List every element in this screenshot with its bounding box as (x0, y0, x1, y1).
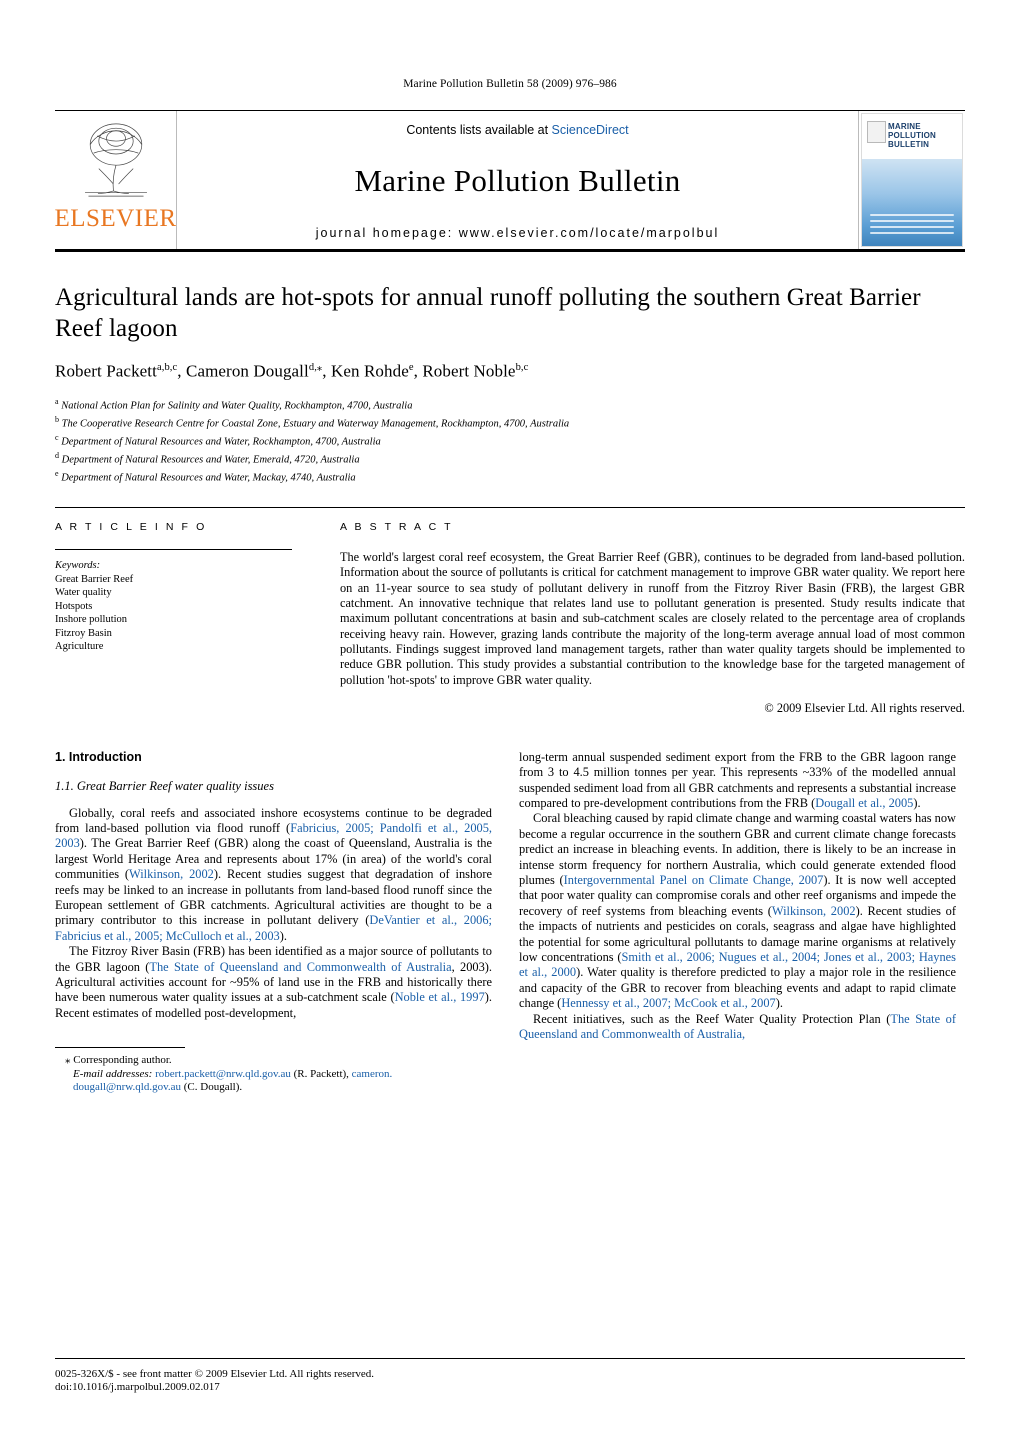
elsevier-wordmark: ELSEVIER (54, 205, 177, 232)
citation-link[interactable]: Wilkinson, 2002 (129, 867, 214, 882)
keyword-item: Agriculture (55, 641, 104, 653)
email-owner-2: (C. Dougall). (183, 1081, 243, 1094)
journal-title: Marine Pollution Bulletin (354, 163, 681, 198)
body-paragraph: long-term annual suspended sediment export from the FRB to the GBR lagoon range from 3 to 4.5 million tonnes per year. This represents ~33% of the modelled annual suspended sediment load from all GBR catchments and represents a substantial increase compared to pre-development contributions from the FRB (Dougall et al., 2005). (519, 749, 956, 811)
abstract-column (340, 521, 965, 716)
copyright-line: © 2009 Elsevier Ltd. All rights reserved. (764, 700, 965, 715)
keywords-label: Keywords: (55, 560, 101, 572)
affiliation-item (55, 467, 965, 485)
email-owner-1: (R. Packett), (293, 1067, 349, 1080)
affiliation-label: e (55, 469, 59, 479)
citation-link[interactable]: Noble et al., 1997 (394, 990, 485, 1005)
author-affil-marks: a,b,c (156, 362, 178, 373)
author-affil-marks: b,c (515, 362, 529, 373)
subsection-heading: 1.1. Great Barrier Reef water quality issues (55, 779, 274, 794)
citation-link[interactable]: DeVantier et al., 2006; Fabricius et al., 2005; McCulloch et al., 2003 (55, 913, 492, 943)
affiliation-item (55, 413, 965, 431)
affiliation-item (55, 395, 965, 413)
affiliation-item (55, 431, 965, 449)
footnote-divider (55, 1047, 185, 1048)
keyword-divider (55, 549, 292, 550)
journal-reference: Marine Pollution Bulletin 58 (2009) 976–986 (403, 78, 617, 90)
citation-link[interactable]: The State of Queensland and Commonwealth of Australia (149, 959, 452, 974)
email-link-2-part2[interactable]: dougall@nrw.qld.gov.au (73, 1081, 181, 1094)
left-column (55, 750, 492, 1095)
section-heading: 1. Introduction (55, 749, 142, 764)
author-affil-marks: e (408, 362, 414, 373)
page-footer (55, 1368, 374, 1395)
cover-image (861, 113, 963, 247)
author-list: Robert Packett$^{a,b,c}$, Cameron Dougall$^{d,⁎}$, Ken Rohde$^e$, Robert Noble$^{b,c}$ (55, 361, 529, 381)
affiliation-item (55, 449, 965, 467)
article-info-heading: A R T I C L E I N F O (55, 521, 207, 534)
author-name: Robert Packett (55, 361, 157, 381)
email-link-2-part1[interactable]: cameron. (351, 1067, 393, 1080)
footnote-area (55, 1040, 492, 1095)
keyword-item: Fitzroy Basin (55, 627, 112, 639)
citation-link[interactable]: Dougall et al., 2005 (815, 796, 914, 811)
email-note (55, 1068, 492, 1095)
keyword-item: Water quality (55, 587, 112, 599)
right-column (519, 750, 956, 1095)
abstract-heading: A B S T R A C T (340, 521, 454, 534)
author-affil-marks: d,⁎ (308, 362, 323, 373)
asterisk-icon: ⁎ (65, 1054, 71, 1067)
affiliation-list (55, 395, 965, 485)
footer-doi-line: doi:10.1016/j.marpolbul.2009.02.017 (55, 1381, 220, 1394)
citation-link[interactable]: The State of Queensland and Commonwealth of Australia, (519, 1011, 957, 1042)
info-abstract-block (55, 507, 965, 716)
affiliation-text: The Cooperative Research Centre for Coastal Zone, Estuary and Waterway Management, Rockhampton, 4700, Australia (61, 418, 570, 430)
publisher-logo-block (55, 111, 177, 249)
citation-link[interactable]: Wilkinson, 2002 (771, 903, 856, 918)
keyword-list (55, 559, 322, 654)
footer-issn-line: 0025-326X/$ - see front matter © 2009 Elsevier Ltd. All rights reserved. (55, 1367, 375, 1380)
title-area (55, 282, 965, 485)
affiliation-text: Department of Natural Resources and Water, Mackay, 4740, Australia (61, 472, 356, 484)
email-label: E-mail addresses: (73, 1067, 153, 1080)
citation-link[interactable]: Fabricius, 2005; Pandolfi et al., 2005, 2003 (55, 821, 493, 851)
author-name: Robert Noble (422, 361, 516, 381)
cover-waves-decoration (870, 214, 954, 236)
journal-homepage[interactable]: journal homepage: www.elsevier.com/locate/marpolbul (315, 226, 720, 240)
affiliation-text: Department of Natural Resources and Water, Rockhampton, 4700, Australia (61, 436, 381, 448)
article-info-column (55, 521, 340, 716)
keyword-item: Great Barrier Reef (55, 573, 134, 585)
contents-prefix: Contents lists available at (406, 123, 552, 137)
affiliation-label: a (55, 396, 59, 406)
keyword-item: Inshore pollution (55, 614, 128, 626)
affiliation-label: d (55, 450, 59, 460)
journal-cover-thumbnail (858, 111, 965, 249)
citation-link[interactable]: Intergovernmental Panel on Climate Change, 2007 (563, 873, 824, 888)
body-paragraph: Coral bleaching caused by rapid climate change and warming coastal waters has now become a regular occurrence in the southern GBR and current climate change forecasts predict an increase in bleaching events. In addition, there is likely to be an increase in intense storm frequency for northern Australia, which could generate extended flood plumes (Intergovernmental Panel on Climate Change, 2007). It is now well accepted that poor water quality can compromise corals and other reef organisms and impede the recovery of reef systems from bleaching events (Wilkinson, 2002). Recent studies of the impacts of nutrients and pesticides on corals, seagrass and algae have highlighted the potential for some agricultural pollutants to damage marine organisms at relatively low concentrations (Smith et al., 2006; Nugues et al., 2004; Jones et al., 2003; Haynes et al., 2000). Water quality is therefore predicted to play a major role in the resilience and capacity of the GBR to recover from bleaching events and adapt to rapid climate change (Hennessy et al., 2007; McCook et al., 2007). (519, 811, 956, 1011)
citation-link[interactable]: Smith et al., 2006; Nugues et al., 2004; Jones et al., 2003; Haynes et al., 2000 (519, 950, 956, 980)
affiliation-label: b (55, 414, 59, 424)
author-name: Cameron Dougall (186, 361, 309, 381)
contents-line (177, 123, 858, 137)
corresponding-author-note: ⁎ Corresponding author. (65, 1054, 172, 1067)
journal-masthead (55, 110, 965, 252)
body-columns (55, 750, 965, 1095)
email-link-1[interactable]: robert.packett@nrw.qld.gov.au (155, 1067, 291, 1080)
elsevier-tree-icon (73, 117, 159, 203)
affiliation-text: National Action Plan for Salinity and Water Quality, Rockhampton, 4700, Australia (61, 400, 413, 412)
masthead-center (177, 111, 858, 249)
citation-link[interactable]: Hennessy et al., 2007; McCook et al., 2007 (561, 996, 776, 1011)
cover-logo-icon (867, 121, 886, 143)
sciencedirect-link[interactable]: ScienceDirect (551, 123, 629, 137)
page-title: Agricultural lands are hot-spots for annual runoff polluting the southern Great Barrier Reef lagoon (55, 284, 921, 342)
affiliation-text: Department of Natural Resources and Water, Emerald, 4720, Australia (61, 454, 360, 466)
cover-title-text: MARINE POLLUTION BULLETIN (888, 122, 937, 149)
affiliation-label: c (55, 432, 59, 442)
keyword-item: Hotspots (55, 600, 93, 612)
abstract-text: The world's largest coral reef ecosystem, the Great Barrier Reef (GBR), continues to be degraded from land-based pollution. Information about the source of pollutants is critical for catchment management to improve GBR water quality. We report here on an 11-year source to sea study of pollutant delivery in runoff from the Fitzroy River Basin (FRB), the largest GBR catchment. An innovative technique that relates land use to pollutant generation is presented. Study results indicate that maximum pollutant concentrations at basin and sub-catchment scales are closely related to the percentage area of croplands receiving heavy rain. However, grazing lands contribute the majority of the long-term average annual load of most common pollutants. Findings suggest improved land management targets, rather than water quality targets should be implemented to reduce GBR pollution. This study provides a substantial contribution to the knowledge base for the targeted management of pollution 'hot-spots' to improve GBR water quality. (340, 550, 965, 687)
author-name: Ken Rohde (330, 361, 409, 381)
paper-page (0, 78, 1020, 1437)
body-paragraph: The Fitzroy River Basin (FRB) has been identified as a major source of pollutants to the GBR lagoon (The State of Queensland and Commonwealth of Australia, 2003). Agricultural activities account for ~95% of land use in the FRB and historically there have been numerous water quality issues at a sub-catchment scale (Noble et al., 1997). Recent estimates of modelled post-development, (55, 944, 493, 1020)
body-paragraph: Globally, coral reefs and associated inshore ecosystems continue to be degraded from land-based pollution via flood runoff (Fabricius, 2005; Pandolfi et al., 2005, 2003). The Great Barrier Reef (GBR) along the coast of Queensland, Australia is the largest World Heritage Area and represents about 17% (in area) of the world's coral communities (Wilkinson, 2002). Recent studies suggest that degradation of inshore reefs may be linked to an increase in pollutants from land-based flood runoff since the European settlement of GBR catchments. Agricultural activities are thought to be a primary contributor to this increase in pollutant delivery (DeVantier et al., 2006; Fabricius et al., 2005; McCulloch et al., 2003). (55, 805, 493, 943)
body-paragraph: Recent initiatives, such as the Reef Water Quality Protection Plan (The State of Queensland and Commonwealth of Australia, (519, 1011, 957, 1042)
